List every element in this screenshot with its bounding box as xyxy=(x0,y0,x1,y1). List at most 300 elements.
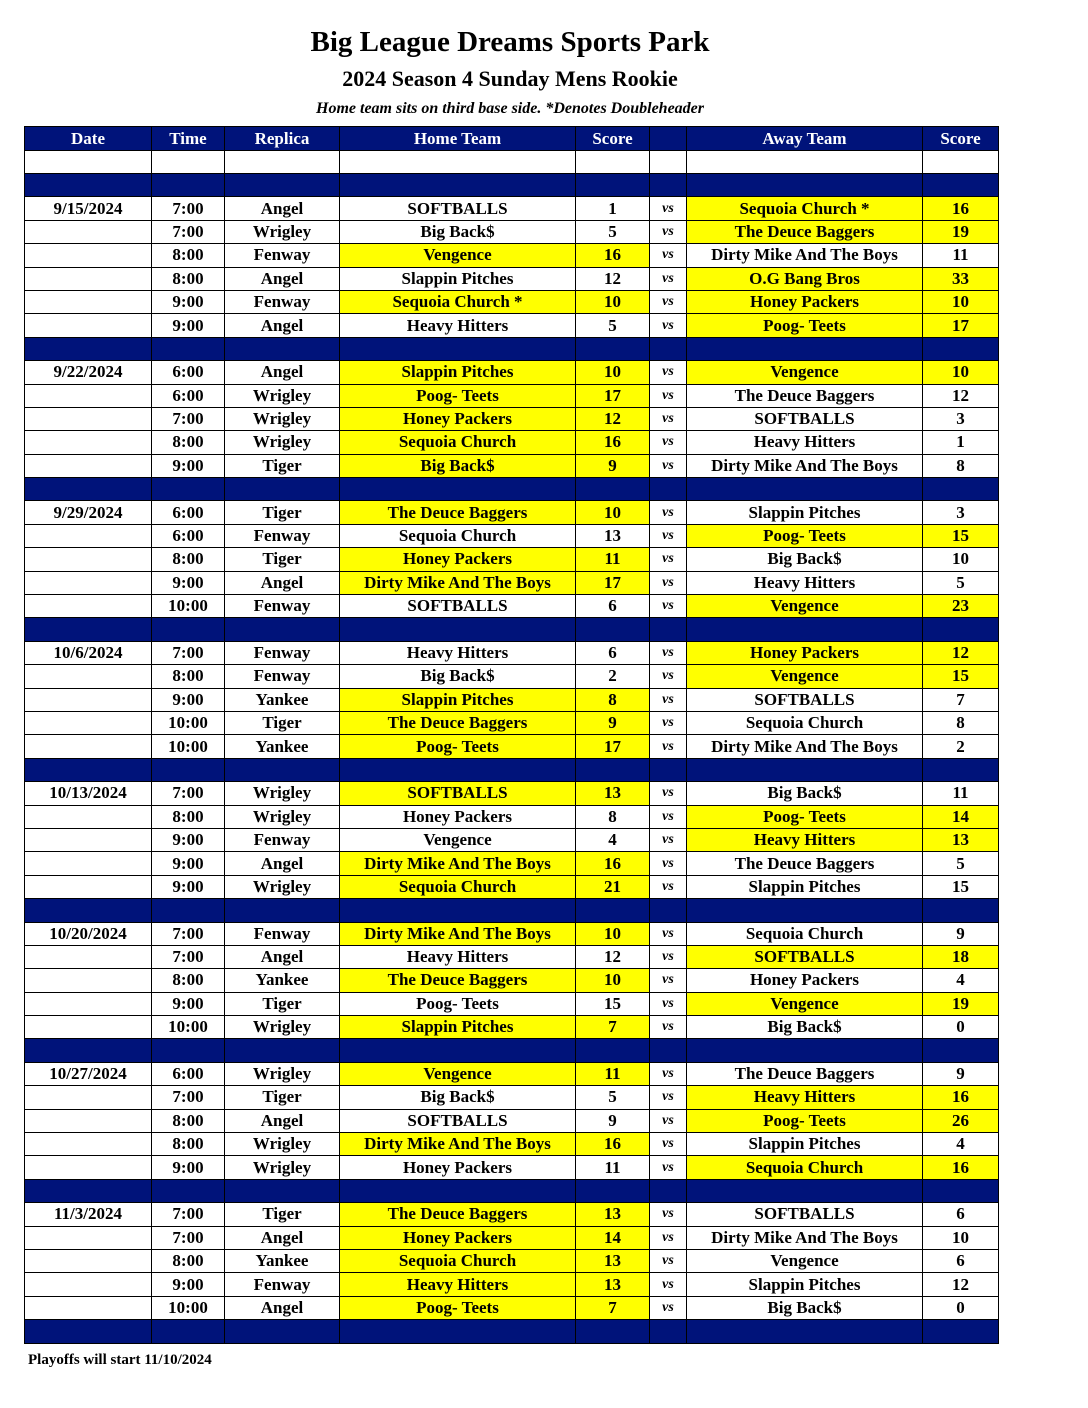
vs-cell: vs xyxy=(650,571,687,594)
home-team-cell: Sequoia Church xyxy=(340,875,576,898)
vs-cell: vs xyxy=(650,290,687,313)
away-score-cell: 0 xyxy=(923,1296,999,1319)
vs-cell: vs xyxy=(650,595,687,618)
table-row xyxy=(25,1062,999,1085)
col-header-away-team: Away Team xyxy=(687,127,923,151)
date-cell xyxy=(25,1273,152,1296)
table-row xyxy=(25,571,999,594)
table-row xyxy=(25,945,999,968)
replica-cell: Yankee xyxy=(225,735,340,758)
away-score-cell: 4 xyxy=(923,1133,999,1156)
date-cell xyxy=(25,1296,152,1319)
home-team-cell: Honey Packers xyxy=(340,1226,576,1249)
time-cell: 9:00 xyxy=(152,290,225,313)
date-cell xyxy=(25,852,152,875)
home-score-cell: 14 xyxy=(576,1226,650,1249)
away-score-cell: 5 xyxy=(923,571,999,594)
away-score-cell: 19 xyxy=(923,220,999,243)
away-score-cell: 5 xyxy=(923,852,999,875)
home-team-cell: Dirty Mike And The Boys xyxy=(340,1133,576,1156)
table-row xyxy=(25,782,999,805)
replica-cell: Wrigley xyxy=(225,805,340,828)
away-team-cell: Slappin Pitches xyxy=(687,1133,923,1156)
table-row xyxy=(25,197,999,220)
home-team-cell: SOFTBALLS xyxy=(340,1109,576,1132)
home-team-cell: Honey Packers xyxy=(340,805,576,828)
replica-cell: Yankee xyxy=(225,1249,340,1272)
away-score-cell: 0 xyxy=(923,1016,999,1039)
away-score-cell: 1 xyxy=(923,431,999,454)
home-score-cell: 11 xyxy=(576,1062,650,1085)
replica-cell: Angel xyxy=(225,314,340,337)
col-header-date: Date xyxy=(25,127,152,151)
time-cell: 8:00 xyxy=(152,1133,225,1156)
replica-cell: Fenway xyxy=(225,290,340,313)
replica-cell: Angel xyxy=(225,1296,340,1319)
away-team-cell: Sequoia Church xyxy=(687,711,923,734)
home-score-cell: 5 xyxy=(576,220,650,243)
home-team-cell: Dirty Mike And The Boys xyxy=(340,571,576,594)
date-cell xyxy=(25,384,152,407)
replica-cell: Angel xyxy=(225,1226,340,1249)
week-separator-row xyxy=(25,174,999,197)
time-cell: 6:00 xyxy=(152,384,225,407)
vs-cell: vs xyxy=(650,922,687,945)
date-cell xyxy=(25,1226,152,1249)
away-score-cell: 10 xyxy=(923,1226,999,1249)
time-cell: 10:00 xyxy=(152,735,225,758)
date-cell xyxy=(25,244,152,267)
date-cell xyxy=(25,1133,152,1156)
home-score-cell: 9 xyxy=(576,454,650,477)
replica-cell: Wrigley xyxy=(225,1016,340,1039)
home-team-cell: Sequoia Church xyxy=(340,431,576,454)
away-team-cell: Big Back$ xyxy=(687,782,923,805)
away-score-cell: 23 xyxy=(923,595,999,618)
away-team-cell: Dirty Mike And The Boys xyxy=(687,454,923,477)
date-cell xyxy=(25,992,152,1015)
home-score-cell: 10 xyxy=(576,501,650,524)
away-score-cell: 6 xyxy=(923,1203,999,1226)
away-score-cell: 14 xyxy=(923,805,999,828)
time-cell: 7:00 xyxy=(152,220,225,243)
week-separator-row xyxy=(25,899,999,922)
home-score-cell: 13 xyxy=(576,782,650,805)
replica-cell: Tiger xyxy=(225,501,340,524)
footer-note: Playoffs will start 11/10/2024 xyxy=(28,1352,212,1368)
home-score-cell: 10 xyxy=(576,290,650,313)
time-cell: 7:00 xyxy=(152,782,225,805)
away-team-cell: Dirty Mike And The Boys xyxy=(687,735,923,758)
home-team-cell: Heavy Hitters xyxy=(340,641,576,664)
home-score-cell: 10 xyxy=(576,361,650,384)
home-score-cell: 13 xyxy=(576,524,650,547)
date-cell: 9/15/2024 xyxy=(25,197,152,220)
vs-cell: vs xyxy=(650,384,687,407)
away-team-cell: Honey Packers xyxy=(687,641,923,664)
home-team-cell: Sequoia Church xyxy=(340,1249,576,1272)
date-cell xyxy=(25,1156,152,1179)
time-cell: 6:00 xyxy=(152,501,225,524)
home-team-cell: Heavy Hitters xyxy=(340,1273,576,1296)
week-separator-row xyxy=(25,618,999,641)
date-cell: 11/3/2024 xyxy=(25,1203,152,1226)
away-team-cell: Vengence xyxy=(687,361,923,384)
replica-cell: Tiger xyxy=(225,454,340,477)
replica-cell: Fenway xyxy=(225,244,340,267)
table-row xyxy=(25,969,999,992)
replica-cell: Fenway xyxy=(225,665,340,688)
away-team-cell: SOFTBALLS xyxy=(687,1203,923,1226)
home-score-cell: 9 xyxy=(576,711,650,734)
blank-row xyxy=(25,151,999,174)
time-cell: 10:00 xyxy=(152,1016,225,1039)
replica-cell: Fenway xyxy=(225,828,340,851)
week-separator-row xyxy=(25,337,999,360)
home-team-cell: Big Back$ xyxy=(340,454,576,477)
away-score-cell: 3 xyxy=(923,501,999,524)
away-team-cell: Heavy Hitters xyxy=(687,828,923,851)
schedule-body xyxy=(25,151,999,1344)
home-score-cell: 13 xyxy=(576,1273,650,1296)
replica-cell: Fenway xyxy=(225,595,340,618)
date-cell xyxy=(25,407,152,430)
home-team-cell: Vengence xyxy=(340,828,576,851)
home-team-cell: Slappin Pitches xyxy=(340,361,576,384)
table-row xyxy=(25,1109,999,1132)
time-cell: 9:00 xyxy=(152,852,225,875)
replica-cell: Wrigley xyxy=(225,431,340,454)
home-score-cell: 21 xyxy=(576,875,650,898)
vs-cell: vs xyxy=(650,688,687,711)
date-cell xyxy=(25,969,152,992)
replica-cell: Angel xyxy=(225,361,340,384)
away-team-cell: Heavy Hitters xyxy=(687,431,923,454)
away-team-cell: Dirty Mike And The Boys xyxy=(687,244,923,267)
home-team-cell: The Deuce Baggers xyxy=(340,501,576,524)
home-team-cell: Big Back$ xyxy=(340,665,576,688)
vs-cell: vs xyxy=(650,1156,687,1179)
col-header-home-score: Score xyxy=(576,127,650,151)
home-team-cell: Heavy Hitters xyxy=(340,314,576,337)
home-score-cell: 8 xyxy=(576,805,650,828)
away-score-cell: 13 xyxy=(923,828,999,851)
table-row xyxy=(25,1249,999,1272)
time-cell: 8:00 xyxy=(152,1249,225,1272)
table-row xyxy=(25,524,999,547)
date-cell xyxy=(25,1016,152,1039)
replica-cell: Tiger xyxy=(225,992,340,1015)
table-row xyxy=(25,828,999,851)
time-cell: 9:00 xyxy=(152,454,225,477)
away-team-cell: Big Back$ xyxy=(687,548,923,571)
col-header-time: Time xyxy=(152,127,225,151)
col-header-vs xyxy=(650,127,687,151)
away-team-cell: Vengence xyxy=(687,1249,923,1272)
away-team-cell: SOFTBALLS xyxy=(687,945,923,968)
home-team-cell: SOFTBALLS xyxy=(340,595,576,618)
replica-cell: Fenway xyxy=(225,641,340,664)
home-team-cell: Poog- Teets xyxy=(340,1296,576,1319)
time-cell: 7:00 xyxy=(152,407,225,430)
away-score-cell: 12 xyxy=(923,641,999,664)
replica-cell: Wrigley xyxy=(225,782,340,805)
vs-cell: vs xyxy=(650,1226,687,1249)
table-row xyxy=(25,852,999,875)
time-cell: 8:00 xyxy=(152,548,225,571)
home-team-cell: Poog- Teets xyxy=(340,992,576,1015)
home-score-cell: 7 xyxy=(576,1296,650,1319)
time-cell: 9:00 xyxy=(152,688,225,711)
time-cell: 7:00 xyxy=(152,1086,225,1109)
away-team-cell: Slappin Pitches xyxy=(687,875,923,898)
home-team-cell: Slappin Pitches xyxy=(340,688,576,711)
away-team-cell: Heavy Hitters xyxy=(687,1086,923,1109)
vs-cell: vs xyxy=(650,782,687,805)
time-cell: 8:00 xyxy=(152,244,225,267)
date-cell xyxy=(25,828,152,851)
time-cell: 9:00 xyxy=(152,828,225,851)
away-team-cell: The Deuce Baggers xyxy=(687,220,923,243)
time-cell: 8:00 xyxy=(152,267,225,290)
time-cell: 9:00 xyxy=(152,875,225,898)
week-separator-row xyxy=(25,1320,999,1343)
table-row xyxy=(25,244,999,267)
home-team-cell: Sequoia Church * xyxy=(340,290,576,313)
table-row xyxy=(25,1133,999,1156)
home-team-cell: SOFTBALLS xyxy=(340,197,576,220)
home-team-cell: Big Back$ xyxy=(340,1086,576,1109)
home-score-cell: 10 xyxy=(576,922,650,945)
replica-cell: Tiger xyxy=(225,1203,340,1226)
home-score-cell: 13 xyxy=(576,1249,650,1272)
away-team-cell: Big Back$ xyxy=(687,1016,923,1039)
date-cell: 9/29/2024 xyxy=(25,501,152,524)
home-team-cell: Dirty Mike And The Boys xyxy=(340,852,576,875)
date-cell xyxy=(25,548,152,571)
replica-cell: Wrigley xyxy=(225,1156,340,1179)
home-score-cell: 16 xyxy=(576,852,650,875)
schedule-table xyxy=(24,126,999,1344)
replica-cell: Yankee xyxy=(225,688,340,711)
time-cell: 9:00 xyxy=(152,571,225,594)
date-cell: 10/27/2024 xyxy=(25,1062,152,1085)
home-score-cell: 16 xyxy=(576,244,650,267)
away-team-cell: Poog- Teets xyxy=(687,805,923,828)
vs-cell: vs xyxy=(650,524,687,547)
away-team-cell: Sequoia Church xyxy=(687,1156,923,1179)
table-row xyxy=(25,1226,999,1249)
home-team-cell: The Deuce Baggers xyxy=(340,711,576,734)
vs-cell: vs xyxy=(650,314,687,337)
date-cell xyxy=(25,1249,152,1272)
away-team-cell: Honey Packers xyxy=(687,969,923,992)
replica-cell: Angel xyxy=(225,571,340,594)
table-row xyxy=(25,875,999,898)
away-team-cell: Sequoia Church * xyxy=(687,197,923,220)
week-separator-row xyxy=(25,478,999,501)
time-cell: 8:00 xyxy=(152,969,225,992)
table-row xyxy=(25,1156,999,1179)
date-cell xyxy=(25,688,152,711)
away-score-cell: 15 xyxy=(923,524,999,547)
table-row xyxy=(25,454,999,477)
date-cell xyxy=(25,711,152,734)
replica-cell: Wrigley xyxy=(225,220,340,243)
col-header-home-team: Home Team xyxy=(340,127,576,151)
week-separator-row xyxy=(25,1179,999,1202)
away-team-cell: Poog- Teets xyxy=(687,314,923,337)
home-team-cell: Poog- Teets xyxy=(340,384,576,407)
replica-cell: Tiger xyxy=(225,548,340,571)
home-team-cell: Sequoia Church xyxy=(340,524,576,547)
home-team-cell: Heavy Hitters xyxy=(340,945,576,968)
date-cell xyxy=(25,454,152,477)
time-cell: 8:00 xyxy=(152,1109,225,1132)
replica-cell: Angel xyxy=(225,852,340,875)
table-row xyxy=(25,220,999,243)
table-row xyxy=(25,548,999,571)
away-team-cell: The Deuce Baggers xyxy=(687,1062,923,1085)
away-score-cell: 4 xyxy=(923,969,999,992)
away-score-cell: 19 xyxy=(923,992,999,1015)
vs-cell: vs xyxy=(650,875,687,898)
replica-cell: Wrigley xyxy=(225,407,340,430)
away-team-cell: O.G Bang Bros xyxy=(687,267,923,290)
replica-cell: Yankee xyxy=(225,969,340,992)
vs-cell: vs xyxy=(650,1296,687,1319)
time-cell: 6:00 xyxy=(152,1062,225,1085)
replica-cell: Wrigley xyxy=(225,1133,340,1156)
table-row xyxy=(25,1296,999,1319)
home-score-cell: 16 xyxy=(576,431,650,454)
away-team-cell: Slappin Pitches xyxy=(687,501,923,524)
page-title: Big League Dreams Sports Park xyxy=(310,26,710,58)
date-cell xyxy=(25,1109,152,1132)
replica-cell: Tiger xyxy=(225,711,340,734)
home-team-cell: Honey Packers xyxy=(340,407,576,430)
away-team-cell: SOFTBALLS xyxy=(687,407,923,430)
home-score-cell: 10 xyxy=(576,969,650,992)
away-team-cell: Slappin Pitches xyxy=(687,1273,923,1296)
table-row xyxy=(25,1086,999,1109)
table-row xyxy=(25,1016,999,1039)
home-team-cell: Poog- Teets xyxy=(340,735,576,758)
away-team-cell: Dirty Mike And The Boys xyxy=(687,1226,923,1249)
home-score-cell: 12 xyxy=(576,267,650,290)
home-team-cell: Slappin Pitches xyxy=(340,1016,576,1039)
away-score-cell: 15 xyxy=(923,665,999,688)
date-cell xyxy=(25,945,152,968)
table-row xyxy=(25,361,999,384)
vs-cell: vs xyxy=(650,828,687,851)
away-team-cell: Poog- Teets xyxy=(687,1109,923,1132)
home-team-cell: Big Back$ xyxy=(340,220,576,243)
vs-cell: vs xyxy=(650,548,687,571)
home-team-cell: Vengence xyxy=(340,1062,576,1085)
table-row xyxy=(25,665,999,688)
home-score-cell: 15 xyxy=(576,992,650,1015)
table-row xyxy=(25,805,999,828)
vs-cell: vs xyxy=(650,1086,687,1109)
away-score-cell: 9 xyxy=(923,922,999,945)
vs-cell: vs xyxy=(650,1273,687,1296)
vs-cell: vs xyxy=(650,431,687,454)
away-score-cell: 26 xyxy=(923,1109,999,1132)
home-team-cell: Honey Packers xyxy=(340,548,576,571)
away-team-cell: Poog- Teets xyxy=(687,524,923,547)
replica-cell: Fenway xyxy=(225,922,340,945)
table-row xyxy=(25,290,999,313)
home-score-cell: 17 xyxy=(576,571,650,594)
time-cell: 7:00 xyxy=(152,197,225,220)
away-team-cell: The Deuce Baggers xyxy=(687,852,923,875)
table-row xyxy=(25,1203,999,1226)
away-score-cell: 15 xyxy=(923,875,999,898)
vs-cell: vs xyxy=(650,407,687,430)
week-separator-row xyxy=(25,758,999,781)
date-cell xyxy=(25,735,152,758)
vs-cell: vs xyxy=(650,641,687,664)
away-score-cell: 8 xyxy=(923,454,999,477)
home-team-cell: Slappin Pitches xyxy=(340,267,576,290)
time-cell: 6:00 xyxy=(152,361,225,384)
away-score-cell: 7 xyxy=(923,688,999,711)
date-cell xyxy=(25,267,152,290)
table-header-row xyxy=(25,127,999,151)
date-cell: 9/22/2024 xyxy=(25,361,152,384)
home-score-cell: 13 xyxy=(576,1203,650,1226)
page-note: Home team sits on third base side. *Denotes Doubleheader xyxy=(316,100,704,117)
vs-cell: vs xyxy=(650,454,687,477)
date-cell: 10/13/2024 xyxy=(25,782,152,805)
table-row xyxy=(25,407,999,430)
table-row xyxy=(25,431,999,454)
vs-cell: vs xyxy=(650,1133,687,1156)
home-score-cell: 6 xyxy=(576,595,650,618)
away-score-cell: 11 xyxy=(923,244,999,267)
home-team-cell: SOFTBALLS xyxy=(340,782,576,805)
date-cell: 10/6/2024 xyxy=(25,641,152,664)
table-row xyxy=(25,501,999,524)
date-cell xyxy=(25,571,152,594)
vs-cell: vs xyxy=(650,945,687,968)
vs-cell: vs xyxy=(650,992,687,1015)
vs-cell: vs xyxy=(650,969,687,992)
home-score-cell: 7 xyxy=(576,1016,650,1039)
date-cell xyxy=(25,1086,152,1109)
away-score-cell: 10 xyxy=(923,290,999,313)
away-score-cell: 12 xyxy=(923,384,999,407)
time-cell: 7:00 xyxy=(152,641,225,664)
home-score-cell: 11 xyxy=(576,548,650,571)
table-row xyxy=(25,922,999,945)
replica-cell: Angel xyxy=(225,1109,340,1132)
vs-cell: vs xyxy=(650,1109,687,1132)
away-score-cell: 3 xyxy=(923,407,999,430)
table-row xyxy=(25,1273,999,1296)
time-cell: 9:00 xyxy=(152,1156,225,1179)
home-score-cell: 12 xyxy=(576,407,650,430)
away-score-cell: 16 xyxy=(923,1156,999,1179)
home-score-cell: 17 xyxy=(576,735,650,758)
replica-cell: Tiger xyxy=(225,1086,340,1109)
table-row xyxy=(25,688,999,711)
table-row xyxy=(25,314,999,337)
away-score-cell: 10 xyxy=(923,361,999,384)
time-cell: 8:00 xyxy=(152,665,225,688)
time-cell: 9:00 xyxy=(152,314,225,337)
